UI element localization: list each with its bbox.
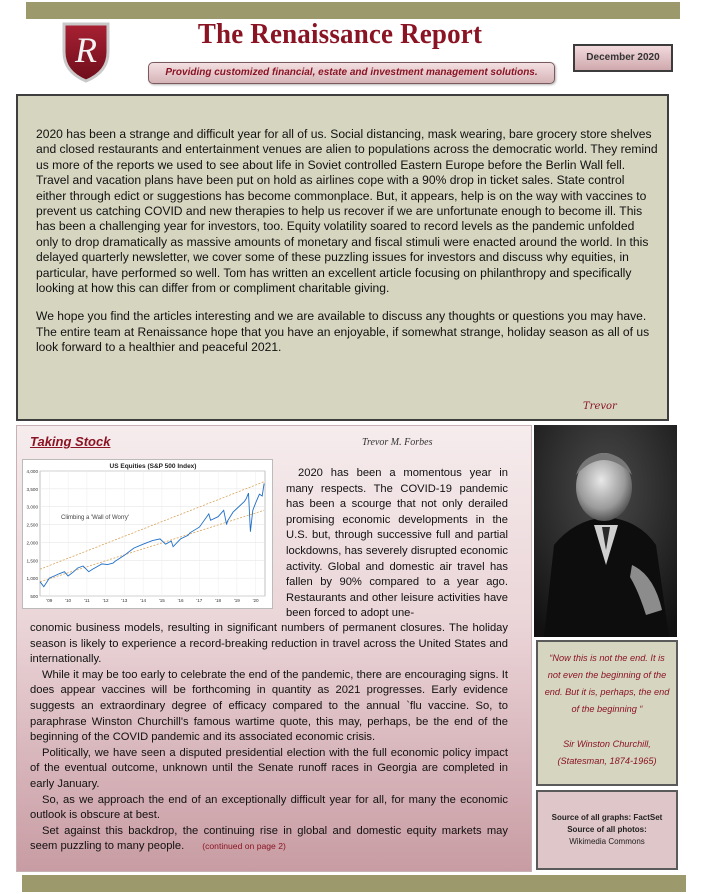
intro-signature: Trevor (583, 401, 617, 412)
sources-box (536, 790, 678, 870)
portrait-illustration (534, 425, 677, 637)
chart-x-tick-label: '15 (158, 598, 165, 603)
chart-x-tick-label: '16 (177, 598, 184, 603)
churchill-quote-box (536, 640, 678, 786)
chart-x-tick-label: '11 (84, 598, 90, 603)
chart-y-tick-label: 500 (30, 594, 38, 599)
source-photos: Wikimedia Commons (569, 837, 645, 846)
intro-letter-box (16, 94, 669, 421)
article-last-paragraph: Set against this backdrop, the continuing rise in global and domestic equity markets may seem puzzling to many people. (30, 824, 508, 853)
article-paragraph (30, 824, 508, 855)
chart-x-tick-label: '13 (121, 598, 128, 603)
top-decorative-bar (26, 2, 680, 19)
chart-y-tick-label: 4,000 (26, 469, 38, 474)
intro-paragraph: We hope you find the articles interesting and we are available to discuss any thoughts or questions you may have. The entire team at Renaissance hope that you have an enjoyable, if somewhat strange, holiday season as all of us look forward to a healthier and peaceful 2021. (36, 309, 650, 355)
quote-author-detail: (Statesman, 1874-1965) (557, 756, 657, 766)
chart-x-tick-label: '19 (233, 598, 240, 603)
sp500-chart-svg (23, 460, 272, 608)
article-body (30, 621, 508, 855)
article-paragraph: conomic business models, resulting in significant numbers of permanent closures. The holiday season is likely to experience a record-breaking reduction in travel across the United States and internationally. (30, 622, 508, 666)
chart-y-tick-label: 2,000 (26, 540, 38, 546)
chart-y-tick-label: 3,500 (26, 486, 38, 492)
chart-x-tick-label: '20 (252, 598, 259, 603)
chart-x-tick-label: '17 (196, 598, 203, 603)
bottom-decorative-bar (22, 875, 686, 892)
source-photos-label: Source of all photos: (567, 825, 647, 834)
chart-x-tick-label: '09 (46, 598, 53, 603)
article-paragraph: While it may be too early to celebrate the end of the pandemic, there are encouraging signs. It does appear vaccines will be forthcoming in quantity as 2021 progresses. Early evidence suggests an extraordinary degree of efficacy compared to the annual `flu vaccine. So, to paraphrase Winston Churchill's famous wartime quote, this may, perhaps, be the end of the beginning of the COVID pandemic and its associated economic crisis. (30, 668, 508, 744)
logo-letter: R (75, 30, 97, 70)
chart-annotation: Climbing a 'Wall of Worry' (61, 515, 129, 521)
chart-y-tick-label: 2,500 (26, 522, 38, 528)
source-graphs: Source of all graphs: FactSet (551, 813, 663, 822)
intro-text (36, 127, 658, 369)
tagline: Providing customized financial, estate and investment management solutions. (148, 62, 555, 84)
chart-y-tick-label: 3,000 (26, 504, 38, 510)
sources-text (542, 812, 672, 848)
churchill-photo (534, 425, 677, 637)
article-paragraph: 2020 has been a momentous year in many respects. The COVID-19 pandemic has been a scourge that not only derailed promising economic developments in the U.S. but, through successive full and partial lockdowns, has severely disrupted economic activity. Global and domestic air travel has fallen by 90% compared to a year ago. Restaurants and other leisure activities have been forced to adopt une- (286, 467, 508, 620)
chart-y-tick-label: 1,500 (26, 558, 38, 564)
chart-plot-area (40, 471, 265, 596)
article-panel (16, 425, 532, 872)
article-right-column (286, 466, 508, 622)
chart-x-tick-label: '12 (102, 598, 109, 603)
quote-author: Sir Winston Churchill, (563, 739, 651, 749)
issue-date: December 2020 (573, 44, 673, 72)
renaissance-logo (56, 18, 116, 84)
sp500-chart (22, 459, 273, 609)
chart-x-tick-label: '14 (140, 598, 147, 603)
quote-text: “Now this is not the end. It is not even the beginning of the end. But it is, perhaps, the end of the beginning “ (544, 653, 670, 714)
article-paragraph: So, as we approach the end of an exceptionally difficult year for all, for many the economic outlook is obscure at best. (30, 793, 508, 822)
article-title: Taking Stock (30, 434, 111, 449)
chart-x-tick-label: '18 (215, 598, 222, 603)
chart-y-tick-label: 1,000 (26, 576, 38, 582)
article-paragraph: Politically, we have seen a disputed presidential election with the full economic policy impact of the eventual outcome, unknown until the Senate runoff races in Georgia are completed in early January. (30, 746, 508, 790)
chart-title: US Equities (S&P 500 Index) (109, 463, 197, 470)
quote-attribution (542, 736, 672, 770)
continued-note: (continued on page 2) (202, 841, 286, 852)
intro-paragraph: 2020 has been a strange and difficult year for all of us. Social distancing, mask wearing, bare grocery store shelves and closed restaurants and entertainment venues are alien to populations across the democratic world. They remind us more of the reports we used to see about life in Soviet controlled Eastern Europe before the Berlin Wall fell. Travel and vacation plans have been put on hold as airlines cope with a 90% drop in ticket sales. State control either through edict or suggestions has become commonplace. But, it appears, help is on the way with vaccines to prevent us catching COVID and new therapies to help us recover if we are unfortunate enough to become ill. This has been a challenging year for investors, too. Equity volatility soared to record levels as the pandemic unfolded only to drop dramatically as massive amounts of monetary and fiscal stimuli were enacted around the world. In this delayed quarterly newsletter, we cover some of these puzzling issues for investors and discuss why equities, in particular, have performed so well. Tom has written an excellent article focusing on philanthropy and specifically looking at how this can differ from or compliment charitable giving. (36, 127, 658, 296)
newsletter-title: The Renaissance Report (197, 18, 483, 50)
chart-x-tick-label: '10 (65, 598, 72, 603)
article-author: Trevor M. Forbes (362, 437, 433, 448)
